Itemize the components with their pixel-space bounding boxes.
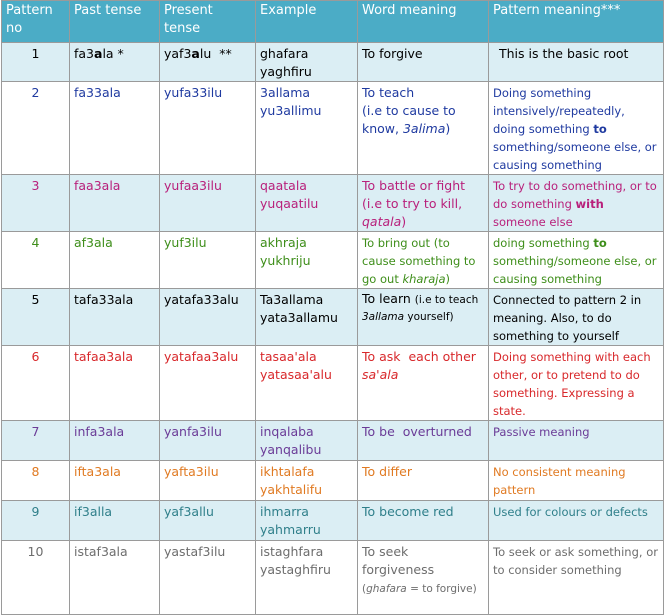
pattern-meaning: doing something to something/someone else, or causing something bbox=[489, 232, 664, 289]
table-row bbox=[2, 541, 664, 615]
example: ikhtalafa yakhtalifu bbox=[256, 461, 358, 501]
present-tense: yufa33ilu bbox=[160, 82, 256, 175]
present-tense: yatafa33alu bbox=[160, 289, 256, 346]
header-pattern-meaning: Pattern meaning*** bbox=[489, 1, 664, 43]
pattern-no: 7 bbox=[2, 421, 70, 461]
past-tense: infa3ala bbox=[70, 421, 160, 461]
table-row bbox=[2, 346, 664, 421]
word-meaning: To bring out (to cause something to go out kharaja) bbox=[358, 232, 489, 289]
table-row bbox=[2, 232, 664, 289]
header-word-meaning: Word meaning bbox=[358, 1, 489, 43]
pattern-no: 8 bbox=[2, 461, 70, 501]
past-tense: fa33ala bbox=[70, 82, 160, 175]
header-present-tense: Present tense bbox=[160, 1, 256, 43]
header-example: Example bbox=[256, 1, 358, 43]
pattern-meaning: Used for colours or defects bbox=[489, 501, 664, 541]
table-row bbox=[2, 43, 664, 82]
table-row bbox=[2, 461, 664, 501]
table-row bbox=[2, 175, 664, 232]
table-row bbox=[2, 82, 664, 175]
pattern-meaning: This is the basic root bbox=[489, 43, 664, 82]
word-meaning: To differ bbox=[358, 461, 489, 501]
present-tense: yaf3allu bbox=[160, 501, 256, 541]
word-meaning: To forgive bbox=[358, 43, 489, 82]
example: ihmarra yahmarru bbox=[256, 501, 358, 541]
past-tense: if3alla bbox=[70, 501, 160, 541]
past-tense: tafa33ala bbox=[70, 289, 160, 346]
example: Ta3allama yata3allamu bbox=[256, 289, 358, 346]
pattern-meaning: Doing something intensively/repeatedly, doing something to something/someone else, or causing something bbox=[489, 82, 664, 175]
pattern-meaning: To seek or ask something, or to consider something bbox=[489, 541, 664, 615]
header-row bbox=[2, 1, 664, 43]
verb-patterns-table bbox=[1, 0, 664, 615]
header-pattern-no: Pattern no bbox=[2, 1, 70, 43]
example: ghafara yaghfiru bbox=[256, 43, 358, 82]
present-tense: yaf3alu ** bbox=[160, 43, 256, 82]
example: akhraja yukhriju bbox=[256, 232, 358, 289]
pattern-no: 10 bbox=[2, 541, 70, 615]
past-tense: fa3ala * bbox=[70, 43, 160, 82]
table-row bbox=[2, 289, 664, 346]
present-tense: yastaf3ilu bbox=[160, 541, 256, 615]
word-meaning: To be overturned bbox=[358, 421, 489, 461]
word-meaning: To learn (i.e to teach 3allama yourself) bbox=[358, 289, 489, 346]
word-meaning: To become red bbox=[358, 501, 489, 541]
example: istaghfara yastaghfiru bbox=[256, 541, 358, 615]
word-meaning: To ask each other sa'ala bbox=[358, 346, 489, 421]
pattern-no: 2 bbox=[2, 82, 70, 175]
pattern-meaning: Doing something with each other, or to pretend to do something. Expressing a state. bbox=[489, 346, 664, 421]
example: tasaa'ala yatasaa'alu bbox=[256, 346, 358, 421]
pattern-no: 9 bbox=[2, 501, 70, 541]
past-tense: ifta3ala bbox=[70, 461, 160, 501]
present-tense: yafta3ilu bbox=[160, 461, 256, 501]
table-row bbox=[2, 501, 664, 541]
pattern-meaning: Passive meaning bbox=[489, 421, 664, 461]
past-tense: istaf3ala bbox=[70, 541, 160, 615]
past-tense: af3ala bbox=[70, 232, 160, 289]
example: qaatala yuqaatilu bbox=[256, 175, 358, 232]
pattern-no: 3 bbox=[2, 175, 70, 232]
pattern-no: 4 bbox=[2, 232, 70, 289]
table-row bbox=[2, 421, 664, 461]
header-past-tense: Past tense bbox=[70, 1, 160, 43]
word-meaning: To teach (i.e to cause to know, 3alima) bbox=[358, 82, 489, 175]
example: 3allama yu3allimu bbox=[256, 82, 358, 175]
pattern-meaning: No consistent meaning pattern bbox=[489, 461, 664, 501]
pattern-no: 5 bbox=[2, 289, 70, 346]
past-tense: faa3ala bbox=[70, 175, 160, 232]
present-tense: yufaa3ilu bbox=[160, 175, 256, 232]
present-tense: yanfa3ilu bbox=[160, 421, 256, 461]
pattern-no: 6 bbox=[2, 346, 70, 421]
word-meaning: To seek forgiveness (ghafara = to forgive) bbox=[358, 541, 489, 615]
example: inqalaba yanqalibu bbox=[256, 421, 358, 461]
word-meaning: To battle or fight (i.e to try to kill, qatala) bbox=[358, 175, 489, 232]
present-tense: yatafaa3alu bbox=[160, 346, 256, 421]
past-tense: tafaa3ala bbox=[70, 346, 160, 421]
pattern-meaning: Connected to pattern 2 in meaning. Also, to do something to yourself bbox=[489, 289, 664, 346]
present-tense: yuf3ilu bbox=[160, 232, 256, 289]
pattern-no: 1 bbox=[2, 43, 70, 82]
pattern-meaning: To try to do something, or to do something with someone else bbox=[489, 175, 664, 232]
